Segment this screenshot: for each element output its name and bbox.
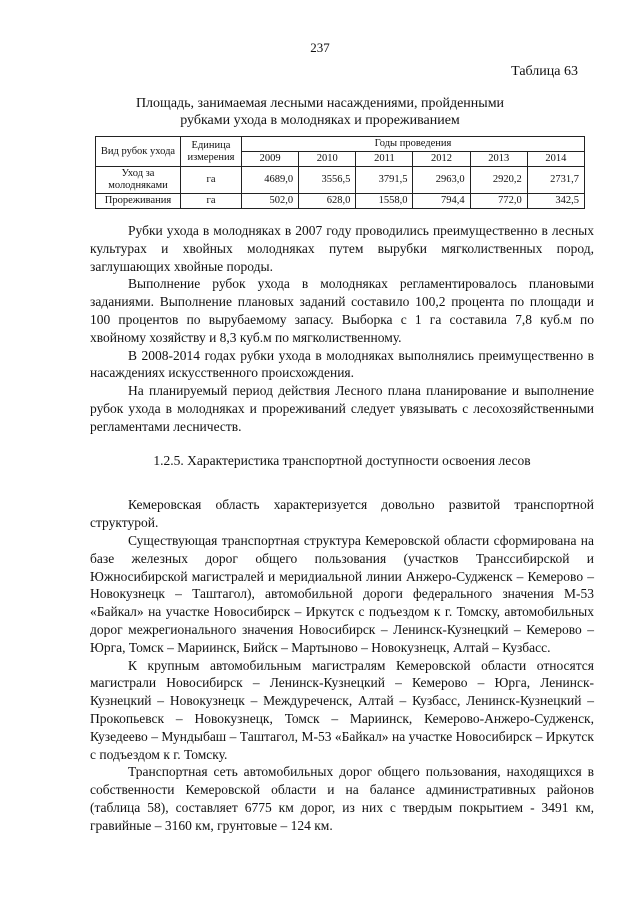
paragraph: К крупным автомобильным магистралям Кемеровской области относятся магистрали Новосибирск – Ленинск-Кузнецкий – Кемерово – Юрга, Ленинск-Кузнецкий – Новокузнецк – Междуреченск, Алтай – Кузбасс, Ленинск-Кузнецкий – Прокопьевск – Новокузнецк, Томск – Мариинск, Кемерово-Анжеро-Судженск, Кузедеево – Мундыбаш – Таштагол, М-53 «Байкал» на участке Новосибирск – Иркутск с подъездом к г. Томску. xyxy=(90,657,594,762)
row-value: 3556,5 xyxy=(299,167,356,194)
row-value: 628,0 xyxy=(299,194,356,209)
page-number: 237 xyxy=(310,40,330,55)
paragraph: Кемеровская область характеризуется довольно развитой транспортной структурой. xyxy=(90,497,594,531)
row-unit: га xyxy=(181,194,242,209)
header-cutting-type: Вид рубок ухода xyxy=(96,137,181,167)
paragraph: Выполнение рубок ухода в молодняках регламентировалось плановыми заданиями. Выполнение плановых заданий составило 100,2 процента по площади и 100 процентов по вырубаемому запасу. Выборка с 1 га составила 7,8 куб.м по хвойному хозяйству и 8,3 куб.м по мягколиственному. xyxy=(90,276,594,345)
paragraph: Транспортная сеть автомобильных дорог общего пользования, находящихся в собственности Кемеровской области и на балансе административных районов (таблица 58), составляет 6775 км дорог, из них с твердым покрытием - 3491 км, гравийные – 3160 км, грунтовые – 124 км. xyxy=(90,764,594,833)
row-value: 2920,2 xyxy=(470,167,527,194)
table-caption xyxy=(90,95,550,129)
table-row xyxy=(96,194,585,209)
header-year: 2010 xyxy=(299,152,356,167)
row-unit: га xyxy=(181,167,242,194)
header-unit: Единица измерения xyxy=(181,137,242,167)
row-value: 502,0 xyxy=(242,194,299,209)
header-years: Годы проведения xyxy=(242,137,585,152)
table-label: Таблица 63 xyxy=(511,64,578,79)
row-value: 794,4 xyxy=(413,194,470,209)
row-type: Прореживания xyxy=(96,194,181,209)
row-value: 2963,0 xyxy=(413,167,470,194)
table-caption-line-1: Площадь, занимаемая лесными насаждениями, пройденными xyxy=(135,96,505,111)
row-value: 3791,5 xyxy=(356,167,413,194)
row-value: 4689,0 xyxy=(242,167,299,194)
row-value: 2731,7 xyxy=(527,167,584,194)
header-year: 2012 xyxy=(413,152,470,167)
row-value: 342,5 xyxy=(527,194,584,209)
row-type: Уход за молодняками xyxy=(96,167,181,194)
paragraph: Существующая транспортная структура Кемеровской области сформирована на базе железных дорог общего пользования (участков Транссибирской и Южносибирской магистралей и меридиальной линии Анжеро-Судженск – Кемерово – Новокузнецк – Таштагол), автомобильной дороги федерального значения М-53 «Байкал» на участке Новосибирск – Иркутск с подъездом к г. Томску, автомобильных дорог межрегионального значения Новосибирск – Ленинск-Кузнецкий – Кемерово – Юрга, Томск – Мариинск, Бийск – Мартыново – Новокузнецк, Алтай – Кузбасс. xyxy=(90,532,594,655)
table-caption-line-2: рубками ухода в молодняках и прореживанием xyxy=(180,113,460,128)
paragraph: В 2008-2014 годах рубки ухода в молодняках выполнялись преимущественно в насаждениях искусственного происхождения. xyxy=(90,347,594,381)
harvest-table xyxy=(95,136,585,209)
header-year: 2009 xyxy=(242,152,299,167)
row-value: 772,0 xyxy=(470,194,527,209)
table-row xyxy=(96,167,585,194)
paragraph: Рубки ухода в молодняках в 2007 году проводились преимущественно в лесных культурах и хвойных молодняках путем вырубки мягколиственных пород, заглушающих хвойные породы. xyxy=(90,223,594,274)
table-header-row xyxy=(96,137,585,152)
header-year: 2013 xyxy=(470,152,527,167)
section-heading: 1.2.5. Характеристика транспортной доступности освоения лесов xyxy=(153,452,531,468)
body-text xyxy=(90,222,594,835)
paragraph: На планируемый период действия Лесного плана планирование и выполнение рубок ухода в молодняках и прореживаний следует увязывать с лесохозяйственными регламентами лесничеств. xyxy=(90,383,594,434)
row-value: 1558,0 xyxy=(356,194,413,209)
header-year: 2014 xyxy=(527,152,584,167)
header-year: 2011 xyxy=(356,152,413,167)
